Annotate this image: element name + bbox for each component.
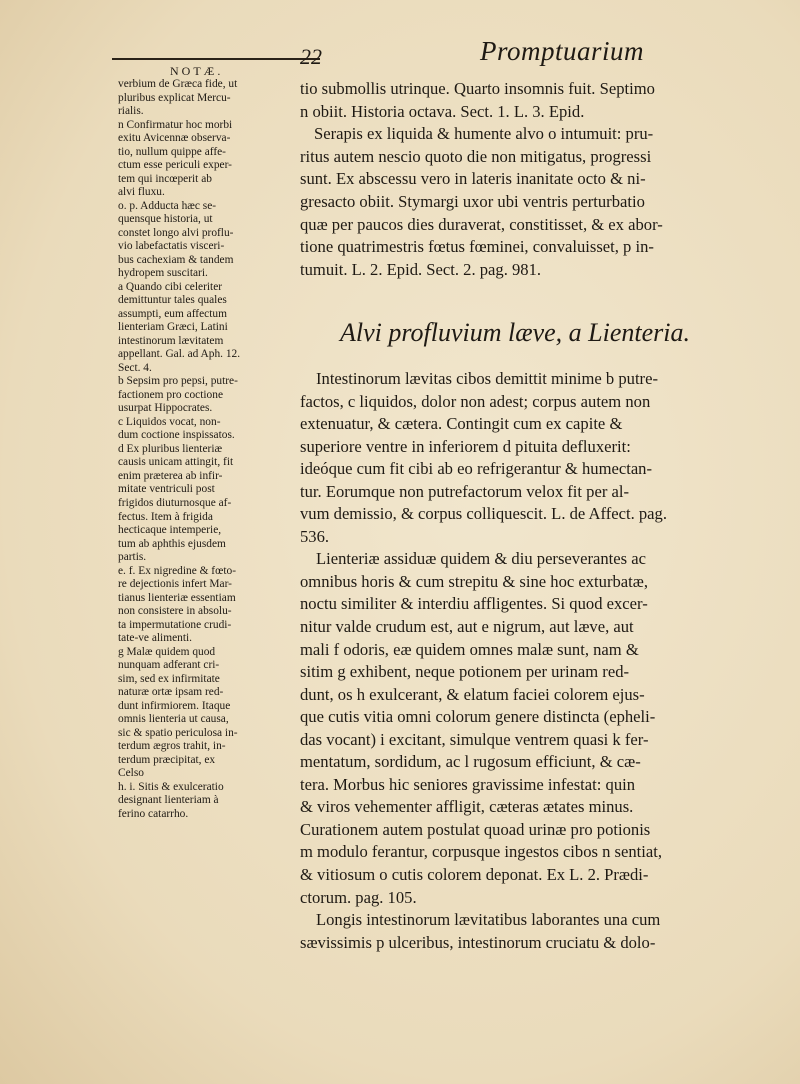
note-line: lienteriam Græci, Latini <box>118 321 228 334</box>
text-line: das vocant) i excitant, simulque ventrem quasi k fer- <box>300 729 649 749</box>
text-line: Longis intestinorum lævitatibus laborantes una cum <box>316 910 661 930</box>
note-line: omnis lienteria ut causa, <box>118 713 229 726</box>
note-line: enim præterea ab infir- <box>118 469 223 482</box>
note-line: terdum ægros trahit, in- <box>118 740 226 753</box>
main-text-upper <box>300 78 788 281</box>
text-line: sunt. Ex abscessu vero in lateris inanitate octo & ni- <box>300 169 646 189</box>
note-line: tate-ve alimenti. <box>118 632 193 645</box>
text-line: & viros vehementer affligit, cæteras ætates minus. <box>300 797 634 817</box>
text-line: omnibus horis & cum strepitu & sine hoc exturbatæ, <box>300 571 648 591</box>
text-line: superiore ventre in inferiorem d pituita defluxerit: <box>300 436 631 456</box>
text-line: mentatum, sordidum, ac l rugosum efficiunt, & cæ- <box>300 752 641 772</box>
text-line: nitur valde crudum est, aut e nigrum, aut læve, aut <box>300 617 634 637</box>
main-text-lower <box>300 368 788 954</box>
note-line: rialis. <box>118 105 144 118</box>
note-line: g Malæ quidem quod <box>118 645 216 658</box>
text-line: noctu similiter & interdiu affligentes. Si quod excer- <box>300 594 648 614</box>
note-line: mitate ventriculi post <box>118 483 215 496</box>
note-line: ctum esse periculi exper- <box>118 159 232 172</box>
note-line: nunquam adferant cri- <box>118 659 220 672</box>
text-line: Lienteriæ assiduæ quidem & diu perseverantes ac <box>316 549 646 569</box>
note-line: assumpti, eum affectum <box>118 307 227 320</box>
text-line: mali f odoris, eæ quidem omnes malæ sunt, nam & <box>300 639 639 659</box>
note-line: a Quando cibi celeriter <box>118 280 223 293</box>
note-line: terdum præcipitat, ex <box>118 753 216 766</box>
text-line: extenuatur, & cætera. Contingit cum ex capite & <box>300 414 623 434</box>
note-line: demittuntur tales quales <box>118 294 227 307</box>
page-number: 22 <box>300 44 322 69</box>
note-line: b Sepsim pro pepsi, putre- <box>118 375 238 388</box>
text-line: que cutis vitia omni colorum genere distincta (epheli- <box>300 707 656 727</box>
note-line: non consistere in absolu- <box>118 605 232 618</box>
header-rule <box>112 58 320 60</box>
note-line: constet longo alvi proflu- <box>118 226 234 239</box>
note-line: fectus. Item à frigida <box>118 510 213 523</box>
note-line: partis. <box>118 551 147 564</box>
note-line: e. f. Ex nigredine & fœto- <box>118 564 236 577</box>
text-line: Intestinorum lævitas cibos demittit minime b putre- <box>316 369 658 388</box>
note-line: c Liquidos vocat, non- <box>118 415 221 428</box>
note-line: hydropem suscitari. <box>118 267 208 280</box>
text-line: tur. Eorumque non putrefactorum velox fit per al- <box>300 481 630 501</box>
note-line: appellant. Gal. ad Aph. 12. <box>118 348 241 361</box>
note-line: usurpat Hippocrates. <box>118 402 213 415</box>
note-line: tem qui incœperit ab <box>118 172 212 185</box>
text-line: sitim g exhibent, neque potionem per urinam red- <box>300 662 630 682</box>
note-line: d Ex pluribus lienteriæ <box>118 442 223 455</box>
text-line: vum demissio, & corpus colliquescit. L. de Affect. pag. <box>300 504 667 524</box>
note-line: naturæ ortæ ipsam red- <box>118 686 224 699</box>
note-line: sim, sed ex infirmitate <box>118 672 220 685</box>
notes-heading: NOTÆ. <box>170 64 224 78</box>
text-line: & vitiosum o cutis colorem deponat. Ex L. 2. Prædi- <box>300 865 649 885</box>
text-line: n obiit. Historia octava. Sect. 1. L. 3. Epid. <box>300 101 585 121</box>
note-line: alvi fluxu. <box>118 186 165 199</box>
text-line: ideóque cum fit cibi ab eo refrigerantur & humectan- <box>300 459 653 479</box>
section-title: Alvi profluvium læve, a Lienteria. <box>340 318 690 347</box>
text-line: Curationem autem postulat quoad urinæ pro potionis <box>300 819 651 839</box>
running-title: Promptuarium <box>480 36 645 66</box>
note-line: frigidos diuturnosque af- <box>118 496 232 509</box>
note-line: exitu Avicennæ observa- <box>118 132 231 145</box>
note-line: h. i. Sitis & exulceratio <box>118 780 224 793</box>
text-line: Serapis ex liquida & humente alvo o intumuit: pru- <box>314 124 654 144</box>
note-line: Celso <box>118 767 144 780</box>
note-line: sic & spatio periculosa in- <box>118 726 238 739</box>
note-line: dunt infirmiorem. Itaque <box>118 699 231 712</box>
note-line: o. p. Adducta hæc se- <box>118 199 217 212</box>
text-line: ctorum. pag. 105. <box>300 887 417 907</box>
note-line: hecticaque intemperie, <box>118 524 222 537</box>
text-line: factos, c liquidos, dolor non adest; corpus autem non <box>300 391 651 411</box>
note-line: tio, nullum quippe affe- <box>118 145 226 158</box>
marginal-notes-column <box>118 78 300 821</box>
note-line: factionem pro coctione <box>118 388 224 401</box>
text-line: dunt, os h exulcerant, & elatum faciei colorem ejus- <box>300 684 645 704</box>
note-line: causis unicam attingit, fit <box>118 456 234 469</box>
text-line: m modulo ferantur, corpusque ingestos cibos n sentiat, <box>300 842 663 862</box>
note-line: vio labefactatis visceri- <box>118 240 225 253</box>
text-line: tione quatrimestris fœtus fœminei, convaluisset, p in- <box>300 237 654 257</box>
note-line: pluribus explicat Mercu- <box>118 91 231 104</box>
note-line: designant lienteriam à <box>118 794 219 807</box>
text-line: tera. Morbus hic seniores gravissime infestat: quin <box>300 774 636 794</box>
note-line: Sect. 4. <box>118 361 152 374</box>
note-line: quensque historia, ut <box>118 213 213 226</box>
text-line: ritus autem nescio quoto die non mitigatus, progressi <box>300 146 652 166</box>
text-line: gresacto obiit. Stymargi uxor ubi ventris perturbatio <box>300 191 645 211</box>
note-line: tum ab aphthis ejusdem <box>118 537 226 550</box>
text-line: quæ per paucos dies duraverat, constitisset, & ex abor- <box>300 214 663 234</box>
note-line: bus cachexiam & tandem <box>118 253 234 266</box>
text-line: tio submollis utrinque. Quarto insomnis fuit. Septimo <box>300 79 655 98</box>
text-line: 536. <box>300 526 330 546</box>
note-line: verbium de Græca fide, ut <box>118 78 238 90</box>
note-line: intestinorum lævitatem <box>118 334 224 347</box>
text-line: tumuit. L. 2. Epid. Sect. 2. pag. 981. <box>300 259 542 279</box>
note-line: ta impermutatione crudi- <box>118 618 232 631</box>
note-line: ferino catarrho. <box>118 807 189 820</box>
note-line: re dejectionis infert Mar- <box>118 578 232 591</box>
note-line: n Confirmatur hoc morbi <box>118 118 233 131</box>
note-line: dum coctione inspissatos. <box>118 429 235 442</box>
note-line: tianus lienteriæ essentiam <box>118 591 236 604</box>
text-line: sævissimis p ulceribus, intestinorum cruciatu & dolo- <box>300 932 656 952</box>
